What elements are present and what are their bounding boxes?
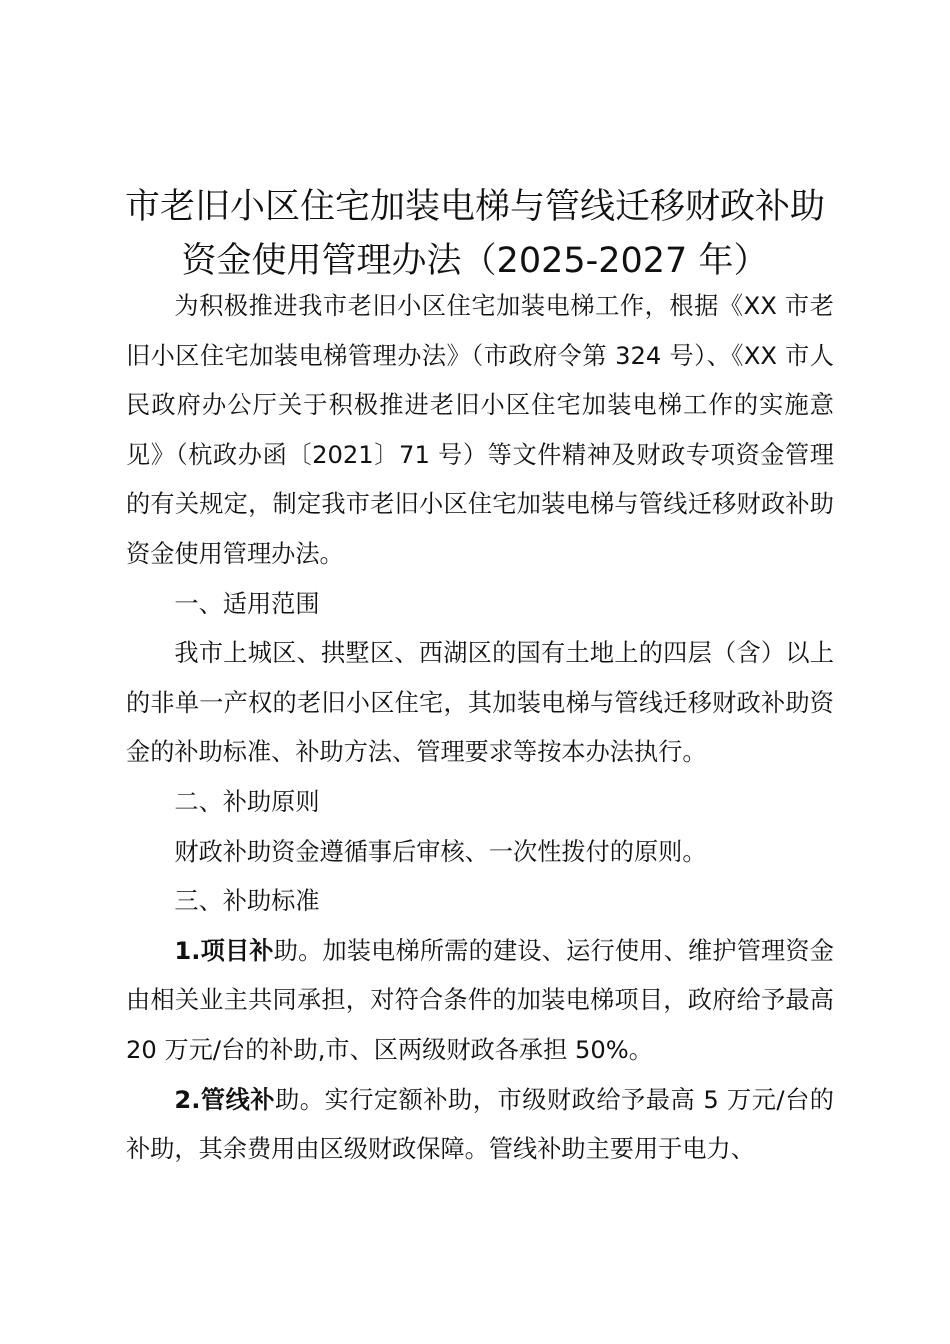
standard-item-pipeline-text: 助。实行定额补助，市级财政给予最高 5 万元/台的补助，其余费用由区级财政保障。管线补助主要用于电力、 xyxy=(126,1085,834,1164)
standard-item-pipeline-lead: 2.管线补 xyxy=(174,1085,276,1114)
section-text-scope: 我市上城区、拱墅区、西湖区的国有土地上的四层（含）以上的非单一产权的老旧小区住宅，其加装电梯与管线迁移财政补助资金的补助标准、补助方法、管理要求等按本办法执行。 xyxy=(126,639,834,767)
section-heading-principle: 二、补助原则 xyxy=(174,787,320,816)
standard-item-project-lead: 1.项目补 xyxy=(174,936,274,965)
title-line-1: 市老旧小区住宅加装电梯与管线迁移财政补助 xyxy=(124,187,825,227)
intro-paragraph: 为积极推进我市老旧小区住宅加装电梯工作，根据《XX 市老旧小区住宅加装电梯管理办法》（市政府令第 324 号）、《XX 市人民政府办公厅关于积极推进老旧小区住宅加装电梯工作的实施意见》（杭政办函〔2021〕71 号）等文件精神及财政专项资金管理的有关规定，制定我市老旧小区住宅加装电梯与管线迁移财政补助资金使用管理办法。 xyxy=(126,292,834,568)
section-heading-scope: 一、适用范围 xyxy=(174,589,320,618)
section-text-principle: 财政补助资金遵循事后审核、一次性拨付的原则。 xyxy=(174,837,707,866)
document-title xyxy=(110,180,840,288)
title-line-2: 资金使用管理办法（2025-2027 年） xyxy=(181,241,769,281)
document-body xyxy=(126,282,834,1175)
standard-item-project xyxy=(126,927,834,1076)
standard-item-pipeline xyxy=(126,1076,834,1175)
section-heading-standard: 三、补助标准 xyxy=(174,887,320,916)
standard-item-project-text: 助。加装电梯所需的建设、运行使用、维护管理资金由相关业主共同承担，对符合条件的加装电梯项目，政府给予最高 20 万元/台的补助,市、区两级财政各承担 50%。 xyxy=(126,936,834,1064)
